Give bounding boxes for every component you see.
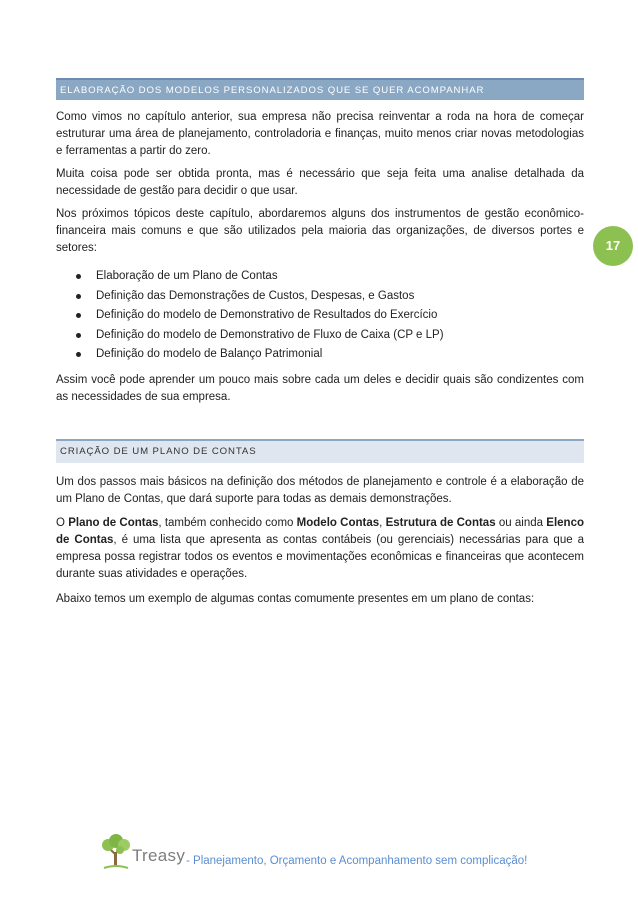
paragraph-analysis: Muita coisa pode ser obtida pronta, mas é necessário que seja feita uma analise detalhada da necessidade de gestão para decidir o que usar. (56, 168, 584, 197)
section-title: ELABORAÇÃO DOS MODELOS PERSONALIZADOS QUE SE QUER ACOMPANHAR (60, 85, 485, 96)
paragraph-plano-intro: Um dos passos mais básicos na definição dos métodos de planejamento e controle é a elaboração de um Plano de Contas, que dará suporte para todas as demais demonstrações. (56, 476, 584, 505)
list-item: Definição do modelo de Demonstrativo de Fluxo de Caixa (CP e LP) (56, 326, 584, 346)
text-o: O (56, 517, 65, 529)
list-item: Definição do modelo de Balanço Patrimonial (56, 345, 584, 365)
term-modelo-contas: Modelo Contas (296, 517, 380, 529)
term-elenco-de-contas: Elenco de Contas (56, 517, 584, 546)
footer-tagline: - Planejamento, Orçamento e Acompanhamento sem complicação! (186, 855, 528, 867)
paragraph-plano-definition (56, 515, 584, 583)
logo-text: Treasy (132, 846, 186, 865)
paragraph-topics: Nos próximos tópicos deste capítulo, abordaremos alguns dos instrumentos de gestão econômico-financeira mais comuns e que são utilizados pela maioria das organizações, de diversos portes e setores: (56, 208, 584, 254)
term-estrutura-de-contas: Estrutura de Contas (385, 517, 496, 529)
treasy-logo (98, 832, 188, 872)
paragraph-intro: Como vimos no capítulo anterior, sua empresa não precisa reinventar a roda na hora de começar estruturar uma área de planejamento, controladoria e finanças, muito menos criar novas metodologias e ferramentas a partir do zero. (56, 111, 584, 157)
list-item: Definição das Demonstrações de Custos, Despesas, e Gastos (56, 287, 584, 307)
list-item: Definição do modelo de Demonstrativo de Resultados do Exercício (56, 306, 584, 326)
term-plano-de-contas: Plano de Contas (68, 517, 159, 529)
page-number-badge (593, 226, 633, 266)
paragraph-example: Abaixo temos um exemplo de algumas contas comumente presentes em um plano de contas: (56, 593, 535, 605)
text-comma: , (379, 517, 383, 529)
text-rest: , é uma lista que apresenta as contas contábeis (ou gerenciais) necessárias para que a empresa possa registrar todos os eventos e movimentações econômicas e financeiras que acontecem durante suas atividades e operações. (56, 534, 584, 580)
text-mid: , também conhecido como (158, 517, 294, 529)
footer (98, 832, 558, 872)
section-header-elaboracao (56, 78, 584, 100)
page-number: 17 (605, 238, 621, 253)
section-header-plano-contas (56, 439, 584, 463)
text-mid: ou ainda (498, 517, 544, 529)
topics-list (56, 267, 584, 365)
paragraph-conclusion: Assim você pode aprender um pouco mais sobre cada um deles e decidir quais são condizentes com as necessidades de sua empresa. (56, 374, 584, 403)
section-title: CRIAÇÃO DE UM PLANO DE CONTAS (60, 446, 257, 457)
list-item: Elaboração de um Plano de Contas (56, 267, 584, 287)
